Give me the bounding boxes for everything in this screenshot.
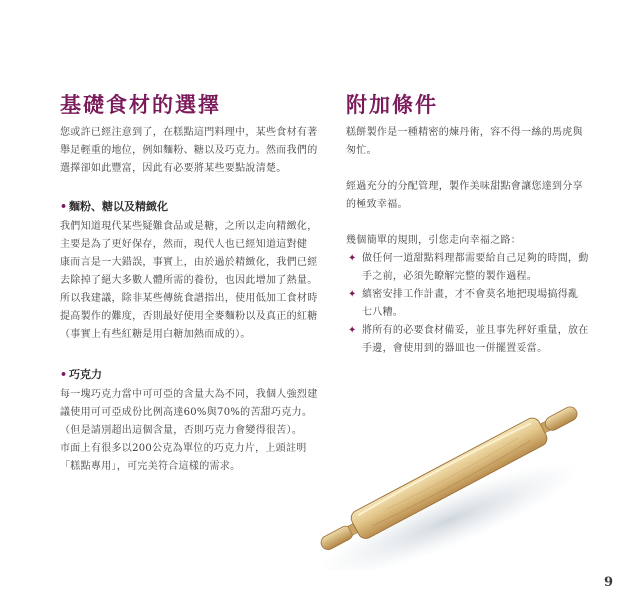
bullet-dot-icon: • bbox=[60, 200, 68, 213]
body-line: 的極致幸福。 bbox=[346, 199, 408, 210]
rules-list bbox=[346, 250, 608, 358]
diamond-bullet-icon: ✦ bbox=[348, 289, 357, 300]
page-number: 9 bbox=[604, 575, 614, 590]
body-line: 經過充分的分配管理，製作美味甜點會讓您達到分享 bbox=[346, 181, 583, 192]
diamond-bullet-icon: ✦ bbox=[348, 325, 357, 336]
list-item bbox=[346, 322, 608, 358]
left-intro-line: 舉足輕重的地位，例如麵粉、糖以及巧克力。然而我們的 bbox=[60, 145, 318, 156]
body-line: 「糕點專用」，可完美符合這樣的需求。 bbox=[60, 461, 241, 472]
body-line: 主要是為了更好保存，然而，現代人也已經知道這對健 bbox=[60, 239, 308, 250]
body-line: （但是請別超出這個含量，否則巧克力會變得很苦）。 bbox=[60, 425, 303, 436]
body-line: 議使用可可亞成份比例高達60%與70%的苦甜巧克力。 bbox=[60, 407, 313, 418]
section-heading-text: 麵粉、糖以及精緻化 bbox=[69, 200, 169, 213]
list-item-line: 手邊，會使用到的器皿也一併擺置妥當。 bbox=[362, 343, 548, 354]
left-intro-line: 選擇卻如此豐富，因此有必要將某些要點說清楚。 bbox=[60, 163, 287, 174]
list-item-line: 縝密安排工作計畫，才不會莫名地把現場搞得亂 bbox=[362, 289, 579, 300]
left-column bbox=[60, 92, 325, 476]
section-heading-text: 巧克力 bbox=[69, 368, 103, 381]
body-line: 去除掉了絕大多數人體所需的養份，也因此增加了熱量。 bbox=[60, 275, 318, 286]
body-line: 提高製作的難度，否則最好使用全麥麵粉以及真正的紅糖 bbox=[60, 311, 318, 322]
list-item-line: 手之前，必須先瞭解完整的製作過程。 bbox=[362, 271, 538, 282]
list-item-line: 七八糟。 bbox=[362, 307, 404, 318]
body-line: 糕餅製作是一種精密的煉丹術，容不得一絲的馬虎與 bbox=[346, 127, 583, 138]
right-column bbox=[346, 92, 608, 358]
body-line: 匆忙。 bbox=[346, 145, 377, 156]
body-line: 市面上有很多以200公克為單位的巧克力片，上頭註明 bbox=[60, 443, 307, 454]
rules-intro: 幾個簡單的規則，引您走向幸福之路： bbox=[346, 235, 522, 246]
list-item-line: 將所有的必要食材備妥，並且事先秤好重量，放在 bbox=[362, 325, 589, 336]
body-line: 我們知道現代某些疑難食品或是糖，之所以走向精緻化， bbox=[60, 221, 318, 232]
rolling-pin-icon bbox=[300, 380, 600, 570]
left-intro-line: 您或許已經注意到了，在糕點這門料理中，某些食材有著 bbox=[60, 127, 318, 138]
body-line: 每一塊巧克力當中可可亞的含量大為不同，我個人強烈建 bbox=[60, 389, 318, 400]
body-line: 康而言是一大錯誤，事實上，由於過於精緻化，我們已經 bbox=[60, 257, 318, 268]
right-title: 附加條件 bbox=[346, 92, 438, 117]
list-item-line: 做任何一道甜點料理都需要給自己足夠的時間，動 bbox=[362, 253, 589, 264]
left-title: 基礎食材的選擇 bbox=[60, 92, 221, 117]
bullet-dot-icon: • bbox=[60, 368, 68, 381]
body-line: 所以我建議，除非某些傳統食譜指出，使用低加工食材時 bbox=[60, 293, 318, 304]
section-heading-flour-sugar bbox=[60, 198, 325, 216]
list-item bbox=[346, 250, 608, 286]
diamond-bullet-icon: ✦ bbox=[348, 253, 357, 264]
section-heading-chocolate bbox=[60, 366, 325, 384]
body-line: （事實上有些紅糖是用白糖加熱而成的）。 bbox=[60, 329, 251, 340]
list-item bbox=[346, 286, 608, 322]
